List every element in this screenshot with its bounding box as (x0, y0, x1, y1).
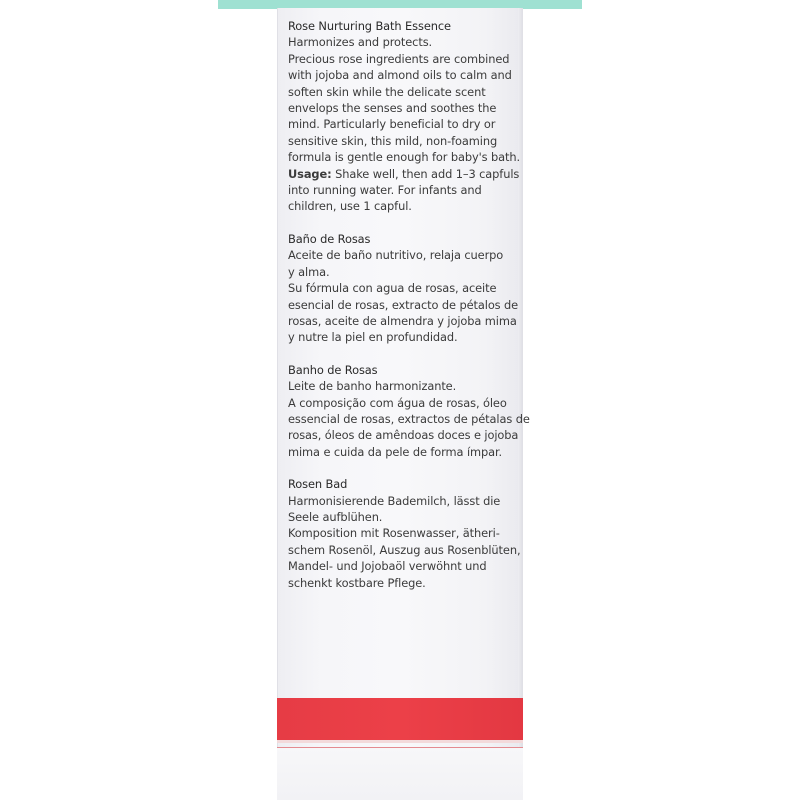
english-line: children, use 1 capful. (288, 199, 412, 214)
german-line: schenkt kostbare Pflege. (288, 575, 426, 590)
section-english (288, 18, 522, 215)
spanish-line: y nutre la piel en profundidad. (288, 330, 458, 345)
german-line: Mandel- und Jojobaöl verwöhnt und (288, 559, 487, 574)
german-title: Rosen Bad (288, 477, 348, 492)
spanish-line: Aceite de baño nutritivo, relaja cuerpo (288, 248, 504, 263)
box-bottom (277, 748, 523, 800)
german-line: Komposition mit Rosenwasser, ätheri- (288, 526, 500, 541)
english-line: Precious rose ingredients are combined (288, 51, 510, 66)
section-portuguese (288, 362, 530, 460)
portuguese-line: rosas, óleos de amêndoas doces e jojoba (288, 428, 519, 443)
usage-line (288, 166, 522, 182)
band-shadow (277, 740, 523, 743)
red-brand-band (277, 698, 523, 740)
product-description (288, 18, 530, 607)
english-line: into running water. For infants and (288, 183, 482, 198)
english-line: mind. Particularly beneficial to dry or (288, 117, 496, 132)
english-line: sensitive skin, this mild, non-foaming (288, 133, 498, 148)
section-spanish (288, 231, 522, 346)
portuguese-line: A composição com água de rosas, óleo (288, 395, 507, 410)
english-line: envelops the senses and soothes the (288, 101, 497, 116)
usage-label: Usage: (288, 166, 332, 181)
german-line: schem Rosenöl, Auszug aus Rosenblüten, (288, 542, 521, 557)
section-german (288, 476, 522, 591)
portuguese-line: mima e cuida da pele de forma ímpar. (288, 444, 503, 459)
spanish-line: esencial de rosas, extracto de pétalos de (288, 297, 519, 312)
spanish-title: Baño de Rosas (288, 231, 371, 246)
english-line: with jojoba and almond oils to calm and (288, 68, 512, 83)
spanish-line: y alma. (288, 264, 330, 279)
english-line: formula is gentle enough for baby's bath. (288, 150, 521, 165)
spanish-line: Su fórmula con agua de rosas, aceite (288, 281, 497, 296)
english-line: soften skin while the delicate scent (288, 84, 486, 99)
spanish-line: rosas, aceite de almendra y jojoba mima (288, 313, 517, 328)
usage-text: Shake well, then add 1–3 capfuls (331, 166, 520, 181)
english-line: Harmonizes and protects. (288, 35, 433, 50)
portuguese-title: Banho de Rosas (288, 362, 378, 377)
portuguese-line: Leite de banho harmonizante. (288, 379, 457, 394)
english-title: Rose Nurturing Bath Essence (288, 19, 451, 33)
german-line: Seele aufblühen. (288, 509, 383, 524)
german-line: Harmonisierende Bademilch, lässt die (288, 493, 501, 508)
portuguese-line: essencial de rosas, extractos de pétalas de (288, 411, 530, 426)
